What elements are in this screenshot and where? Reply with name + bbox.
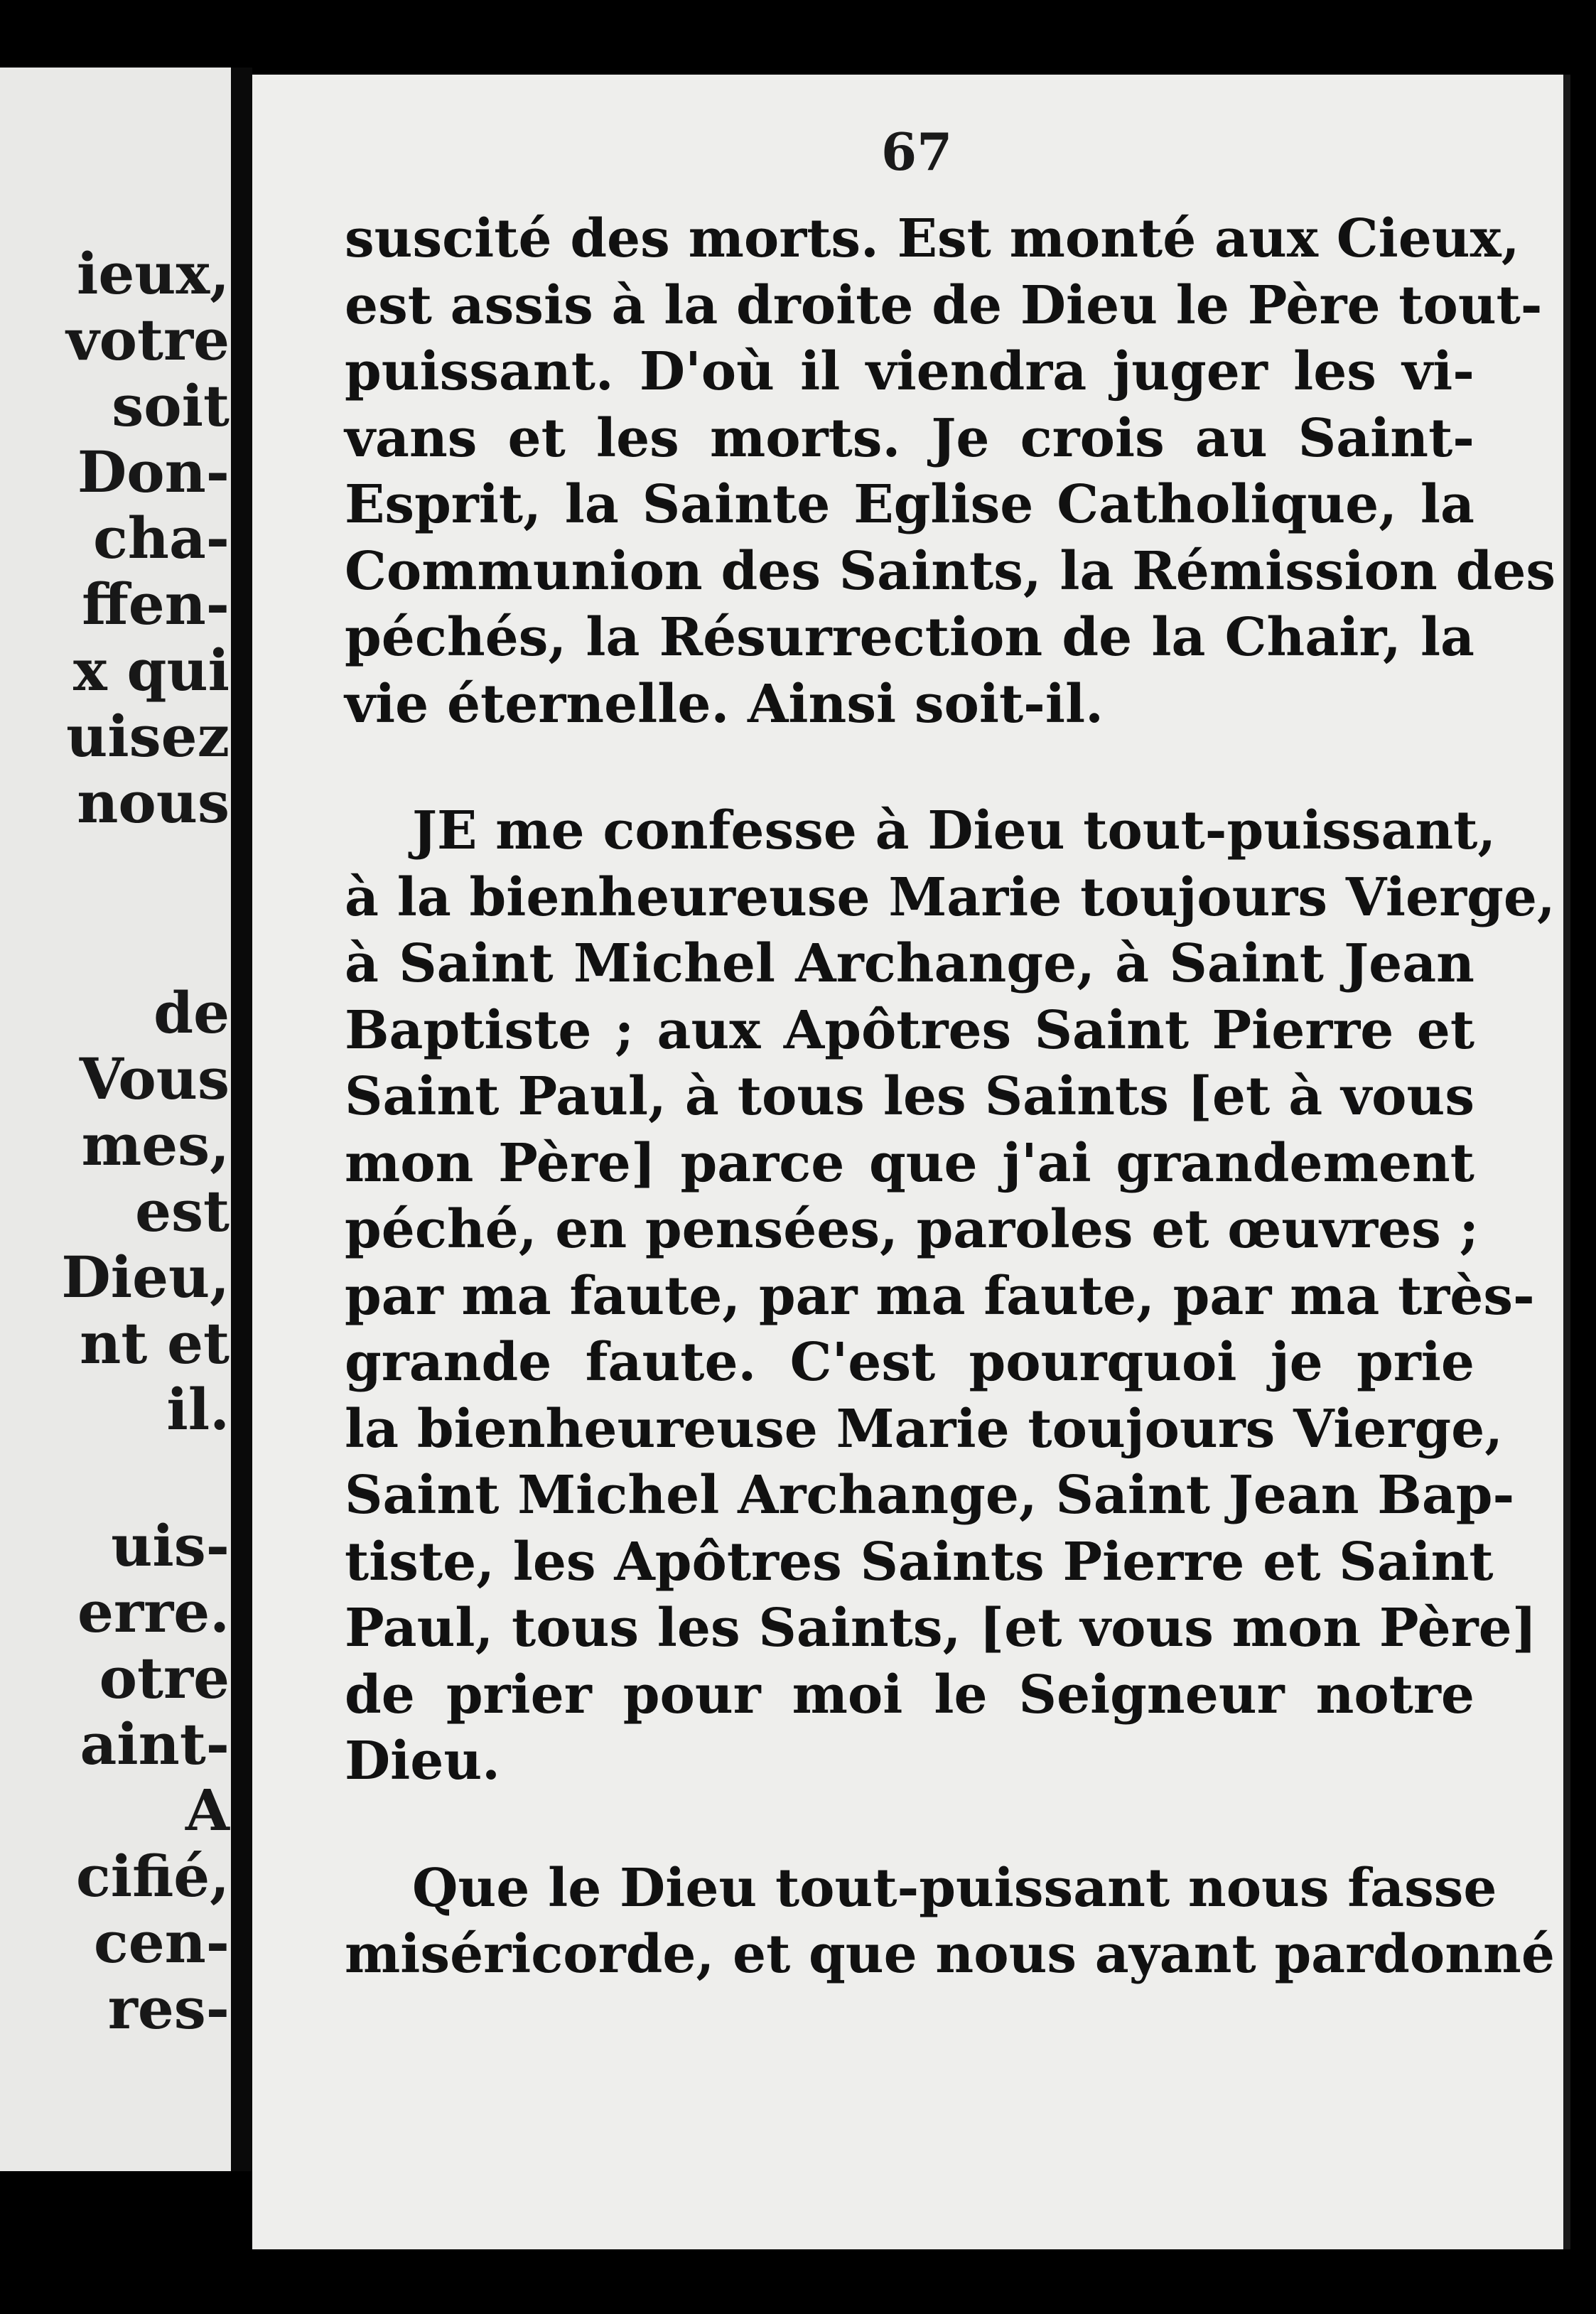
fragment-line: aint- [80,1711,230,1777]
fragment-line: ieux, [77,240,230,307]
text-line: suscité des morts. Est monté aux Cieux, [345,208,1520,269]
fragment-line: A [185,1777,230,1844]
paragraph-gap [345,1795,1474,1856]
text-line: péché, en pensées, paroles et œuvres ; [345,1199,1479,1260]
text-line: est assis à la droite de Dieu le Père tout- [345,274,1543,336]
fragment-line: Vous [79,1045,230,1112]
fragment-line: otre [99,1645,230,1711]
book-gutter [231,68,252,2171]
text-line: vans et les morts. Je crois au Saint- [345,407,1474,469]
page-67 [252,75,1570,2249]
text-line: tiste, les Apôtres Saints Pierre et Saint [345,1531,1494,1593]
text-line: Communion des Saints, la Rémission des [345,540,1556,602]
paragraph-confiteor [345,798,1555,1795]
text-line: vie éternelle. Ainsi soit-il. [345,673,1104,735]
fragment-line: cen- [94,1909,230,1976]
text-line: Saint Michel Archange, Saint Jean Bap- [345,1465,1515,1526]
fragment-line: nous [77,769,230,836]
fragment-line: votre [66,306,230,373]
previous-page-fragment [0,68,231,2171]
fragment-line: ffen- [82,571,230,637]
text-line: Paul, tous les Saints, [et vous mon Père] [345,1598,1537,1659]
fragment-line: erre. [77,1578,230,1645]
text-line: Saint Paul, à tous les Saints [et à vous [345,1066,1474,1127]
paragraph-creed-end [345,206,1556,738]
text-line: péchés, la Résurrection de la Chair, la [345,607,1474,668]
text-line: à la bienheureuse Marie toujours Vierge, [345,866,1555,928]
fragment-line: Don- [77,438,230,505]
text-line: par ma faute, par ma faute, par ma très- [345,1265,1535,1327]
text-line: miséricorde, et que nous ayant pardonné [345,1924,1555,1985]
page-text [345,206,1556,1989]
fragment-line: cifié, [75,1843,230,1910]
text-line: à Saint Michel Archange, à Saint Jean [345,933,1474,994]
fragment-line: soit [112,372,230,439]
fragment-line: uisez [66,703,230,770]
text-line: Dieu. [345,1731,500,1792]
paragraph-gap [345,738,1474,798]
fragment-line: est [135,1178,230,1244]
text-line: mon Père] parce que j'ai grandement [345,1132,1474,1194]
text-line: Que le Dieu tout-puissant nous fasse [412,1857,1497,1919]
text-line: JE me confesse à Dieu tout-puissant, [412,800,1497,861]
fragment-line: nt et [80,1310,230,1377]
fragment-line: uis- [111,1512,230,1579]
paragraph-misereatur [345,1856,1555,1989]
text-line: puissant. D'où il viendra juger les vi- [345,341,1474,402]
fragment-line: cha- [93,505,230,571]
fragment-line: Dieu, [61,1244,230,1311]
fragment-line: il. [166,1376,230,1443]
fragment-line: x qui [72,637,230,704]
text-line: la bienheureuse Marie toujours Vierge, [345,1398,1503,1460]
text-line: grande faute. C'est pourquoi je prie [345,1332,1474,1393]
text-line: Baptiste ; aux Apôtres Saint Pierre et [345,999,1474,1061]
text-line: de prier pour moi le Seigneur notre [345,1664,1474,1726]
fragment-line: de [153,979,230,1046]
fragment-line: res- [107,1975,230,2042]
fragment-line: mes, [81,1112,230,1178]
previous-page-text [18,68,231,2171]
page-number: 67 [881,122,953,182]
text-line: Esprit, la Sainte Eglise Catholique, la [345,474,1474,535]
